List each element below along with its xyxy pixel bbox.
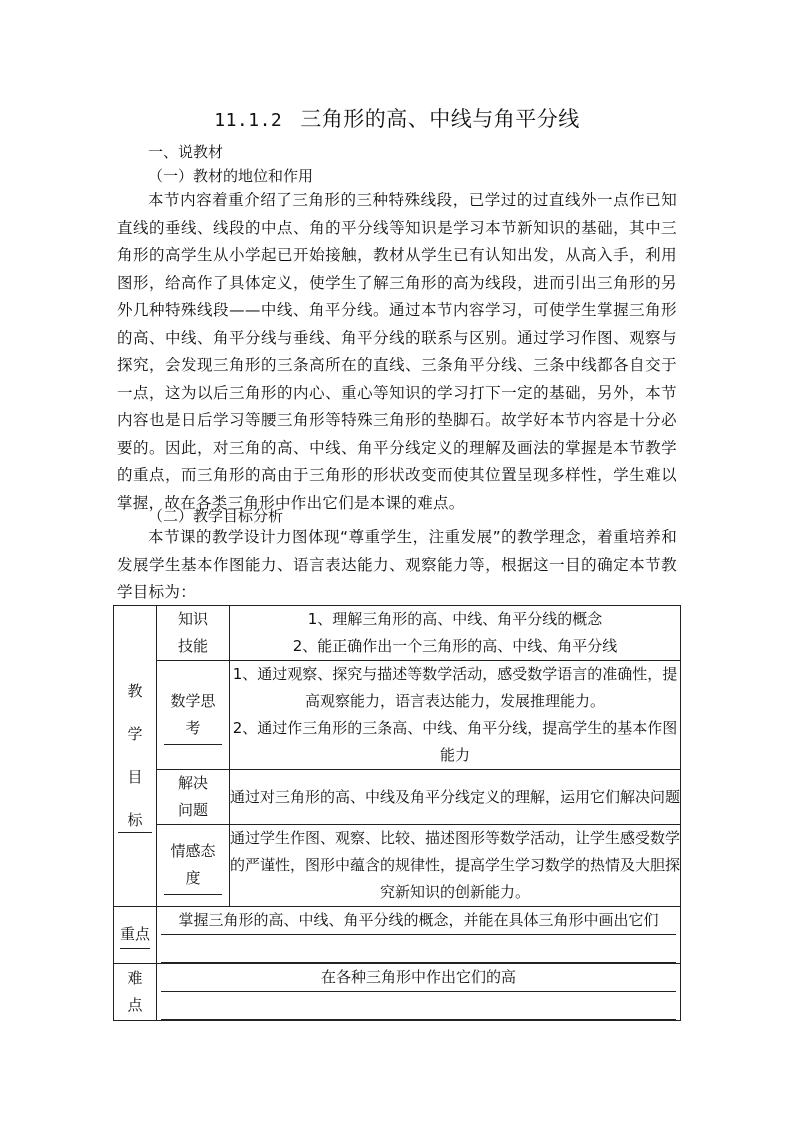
category-cell [157,606,230,661]
paragraph-goals-intro: 本节课的教学设计力图体现“尊重学生，注重发展”的教学理念，着重培养和发展学生基本作图能力、语言表达能力、观察能力等，根据这一目的确定本节教学目标为： [117,528,677,601]
category-cell [157,770,230,825]
goals-table [113,605,681,1021]
content-line: 1、理解三角形的高、中线、角平分线的概念 [307,610,603,628]
content-cell [230,606,681,661]
side-char: 目 [127,767,143,786]
blank-line [161,992,676,1020]
section-heading-1: 一、说教材 [148,143,224,161]
key-content-cell [157,907,681,964]
section-heading-1-2: （二）教学目标分析 [148,507,284,525]
difficulty-content-cell [157,964,681,1021]
title-number: 11.1.2 [214,110,283,131]
content-cell [230,661,681,770]
key-label: 重点 [120,921,150,949]
content-line: 1、通过观察、探究与描述等数学活动，感受数学语言的准确性，提高观察能力，语言表达能力，发展推理能力。 [232,665,678,710]
side-char: 标 [118,809,152,833]
content-line: 通过对三角形的高、中线及角平分线定义的理解，运用它们解决问题 [230,787,681,806]
content-line: 2、通过作三角形的三条高、中线、角平分线，提高学生的基本作图能力 [232,719,678,764]
title-text: 三角形的高、中线与角平分线 [300,107,580,131]
section-heading-1-1: （一）教材的地位和作用 [148,167,314,185]
table-row-key [114,907,681,964]
difficulty-label: 难点 [127,969,143,1014]
blank-line [161,935,676,963]
table-row [114,661,681,770]
key-label-cell [114,907,157,964]
category-label: 情感态度 [164,836,222,895]
category-cell [157,661,230,770]
difficulty-label-cell [114,964,157,1021]
content-cell [230,825,681,907]
paragraph-role: 本节内容着重介绍了三角形的三种特殊线段，已学过的过直线外一点作已知直线的垂线、线段的中点、角的平分线等知识是学习本节新知识的基础，其中三角形的高学生从小学起已开始接触，教材从学生已有认知出发，从高入手，利用图形，给高作了具体定义，使学生了解三角形的高为线段，进而引出三角形的另外几种特殊线段——中线、角平分线。通过本节内容学习，可使学生掌握三角形的高、中线、角平分线与垂线、角平分线的联系与区别。通过学习作图、观察与探究，会发现三角形的三条高所在的直线、三条角平分线、三条中线都各自交于一点，这为以后三角形的内心、重心等知识的学习打下一定的基础，另外，本节内容也是日后学习等腰三角形等特殊三角形的垫脚石。故学好本节内容是十分必要的。因此，对三角的高、中线、角平分线定义的理解及画法的掌握是本节教学的重点，而三角形的高由于三角形的形状改变而使其位置呈现多样性，学生难以掌握，故在各类三角形中作出它们是本课的难点。 [117,191,677,512]
category-label: 知识技能 [177,610,208,655]
table-row-difficulty [114,964,681,1021]
side-char: 学 [127,724,143,743]
page-title [0,103,794,133]
category-label: 数学思考 [164,686,222,745]
category-label: 解决问题 [177,774,208,819]
category-cell [157,825,230,907]
content-line: 2、能正确作出一个三角形的高、中线、角平分线 [292,637,618,655]
table-row [114,825,681,907]
key-text: 掌握三角形的高、中线、角平分线的概念，并能在具体三角形中画出它们 [161,907,676,935]
content-cell [230,770,681,825]
table-row [114,606,681,661]
content-line: 通过学生作图、观察、比较、描述图形等数学活动，让学生感受数学的严谨性，图形中蕴含的规律性，提高学生学习数学的热情及大胆探究新知识的创新能力。 [230,829,681,901]
side-label-cell [114,606,157,907]
table-row [114,770,681,825]
side-char: 教 [127,681,143,700]
difficulty-text: 在各种三角形中作出它们的高 [161,964,676,992]
